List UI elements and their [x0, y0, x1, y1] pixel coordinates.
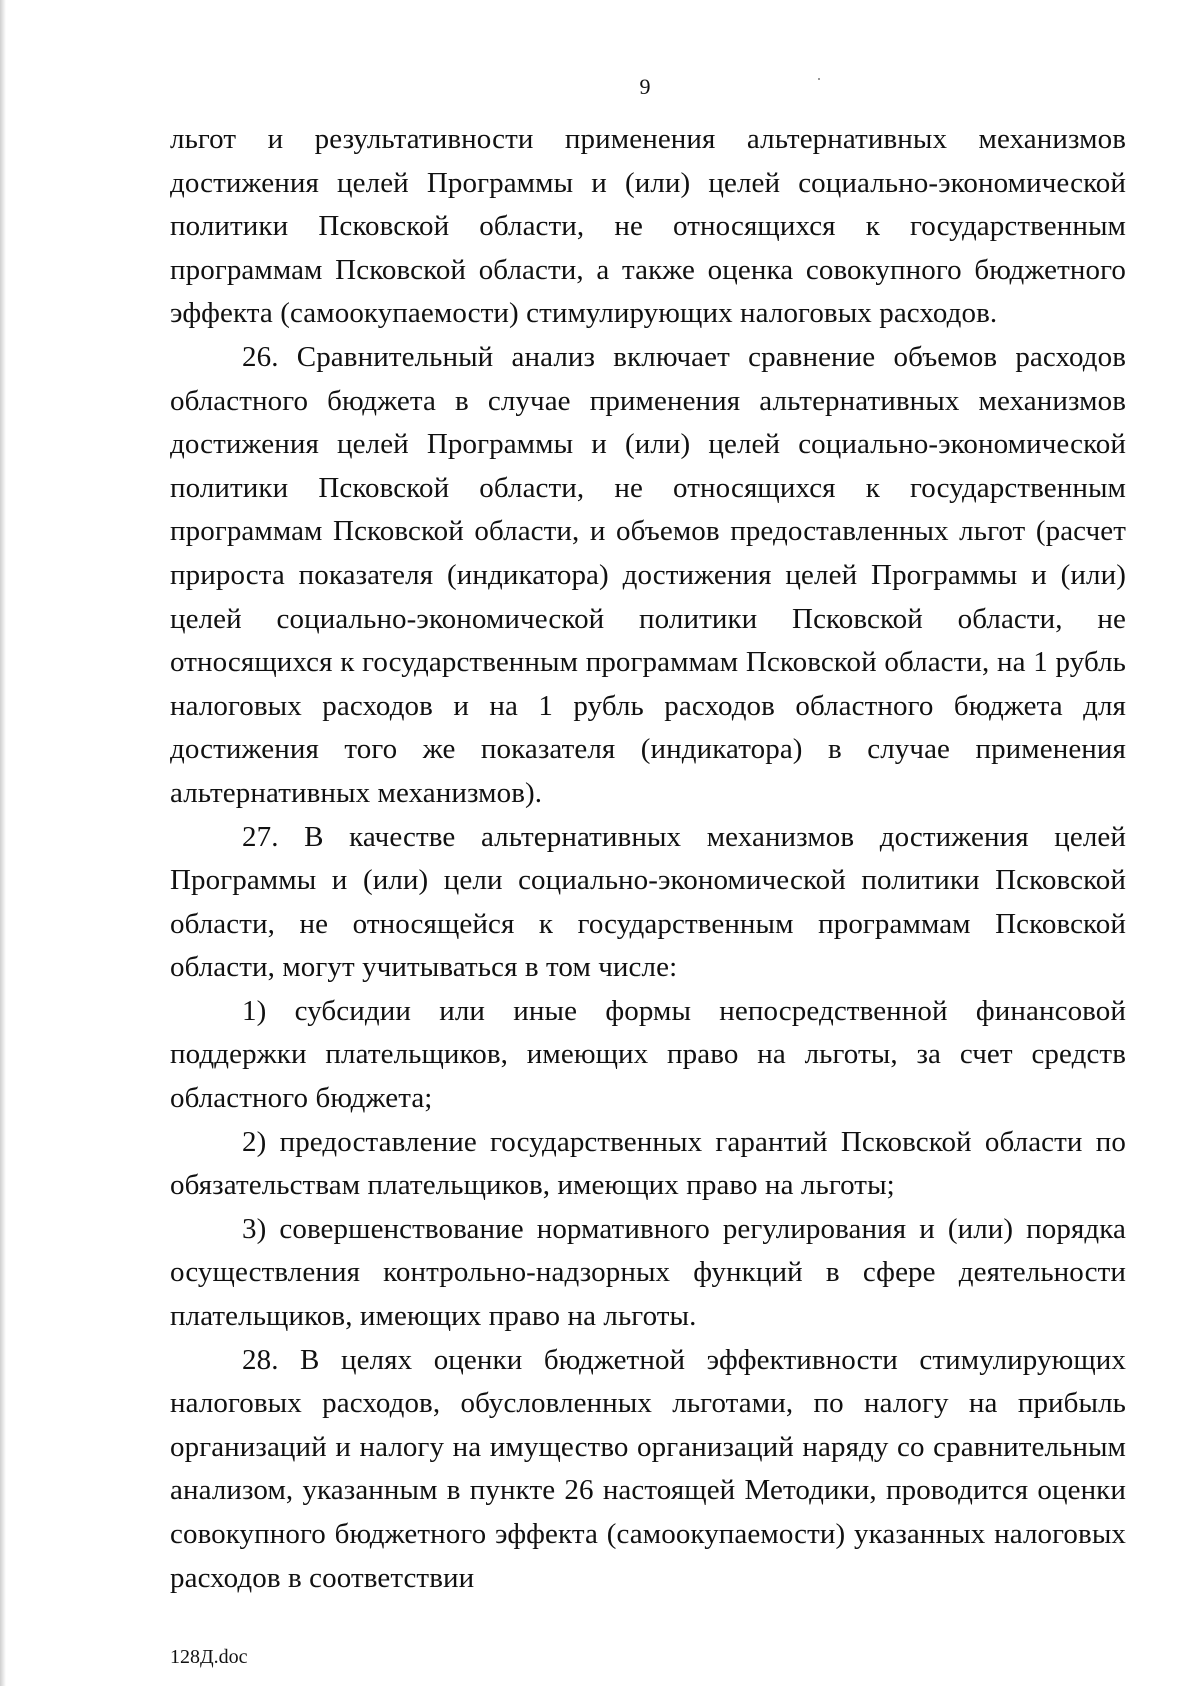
paragraph-item-26: 26. Сравнительный анализ включает сравнение объемов расходов областного бюджета в случае применения альтернативных механизмов достижения целей Программы и (или) целей социально-экономической политики Псковской области, не относящихся к государственным программам Псковской области, и объемов предоставленных льгот (расчет прироста показателя (индикатора) достижения целей Программы и (или) целей социально-экономической политики Псковской области, не относящихся к государственным программам Псковской области, на 1 рубль налоговых расходов и на 1 рубль расходов областного бюджета для достижения того же показателя (индикатора) в случае применения альтернативных механизмов). — [170, 340, 1126, 809]
footer-file-name: 128Д.doc — [170, 1646, 248, 1668]
paragraph-item-27: 27. В качестве альтернативных механизмов достижения целей Программы и (или) цели социально-экономической политики Псковской области, не относящейся к государственным программам Псковской области, могут учитываться в том числе: — [170, 820, 1126, 984]
page-number: 9 — [639, 74, 651, 99]
paragraph-continuation: льгот и результативности применения альтернативных механизмов достижения целей Программы и (или) целей социально-экономической политики Псковской области, не относящихся к государственным программам Псковской области, а также оценка совокупного бюджетного эффекта (самоокупаемости) стимулирующих налоговых расходов. — [170, 123, 1126, 330]
list-item-subsidies: 1) субсидии или иные формы непосредственной финансовой поддержки плательщиков, имеющих право на льготы, за счет средств областного бюджета; — [170, 994, 1126, 1115]
scan-edge-shadow — [0, 0, 6, 1686]
list-item-guarantees: 2) предоставление государственных гарантий Псковской области по обязательствам плательщиков, имеющих право на льготы; — [170, 1125, 1126, 1202]
document-body — [170, 118, 1126, 1600]
paragraph-item-28: 28. В целях оценки бюджетной эффективности стимулирующих налоговых расходов, обусловленных льготами, по налогу на прибыль организаций и налогу на имущество организаций наряду со сравнительным анализом, указанным в пункте 26 настоящей Методики, проводится оценки совокупного бюджетного эффекта (самоокупаемости) указанных налоговых расходов в соответствии — [170, 1343, 1126, 1594]
scan-dot-artifact — [818, 78, 820, 80]
list-item-regulation: 3) совершенствование нормативного регулирования и (или) порядка осуществления контрольно-надзорных функций в сфере деятельности плательщиков, имеющих право на льготы. — [170, 1212, 1126, 1333]
